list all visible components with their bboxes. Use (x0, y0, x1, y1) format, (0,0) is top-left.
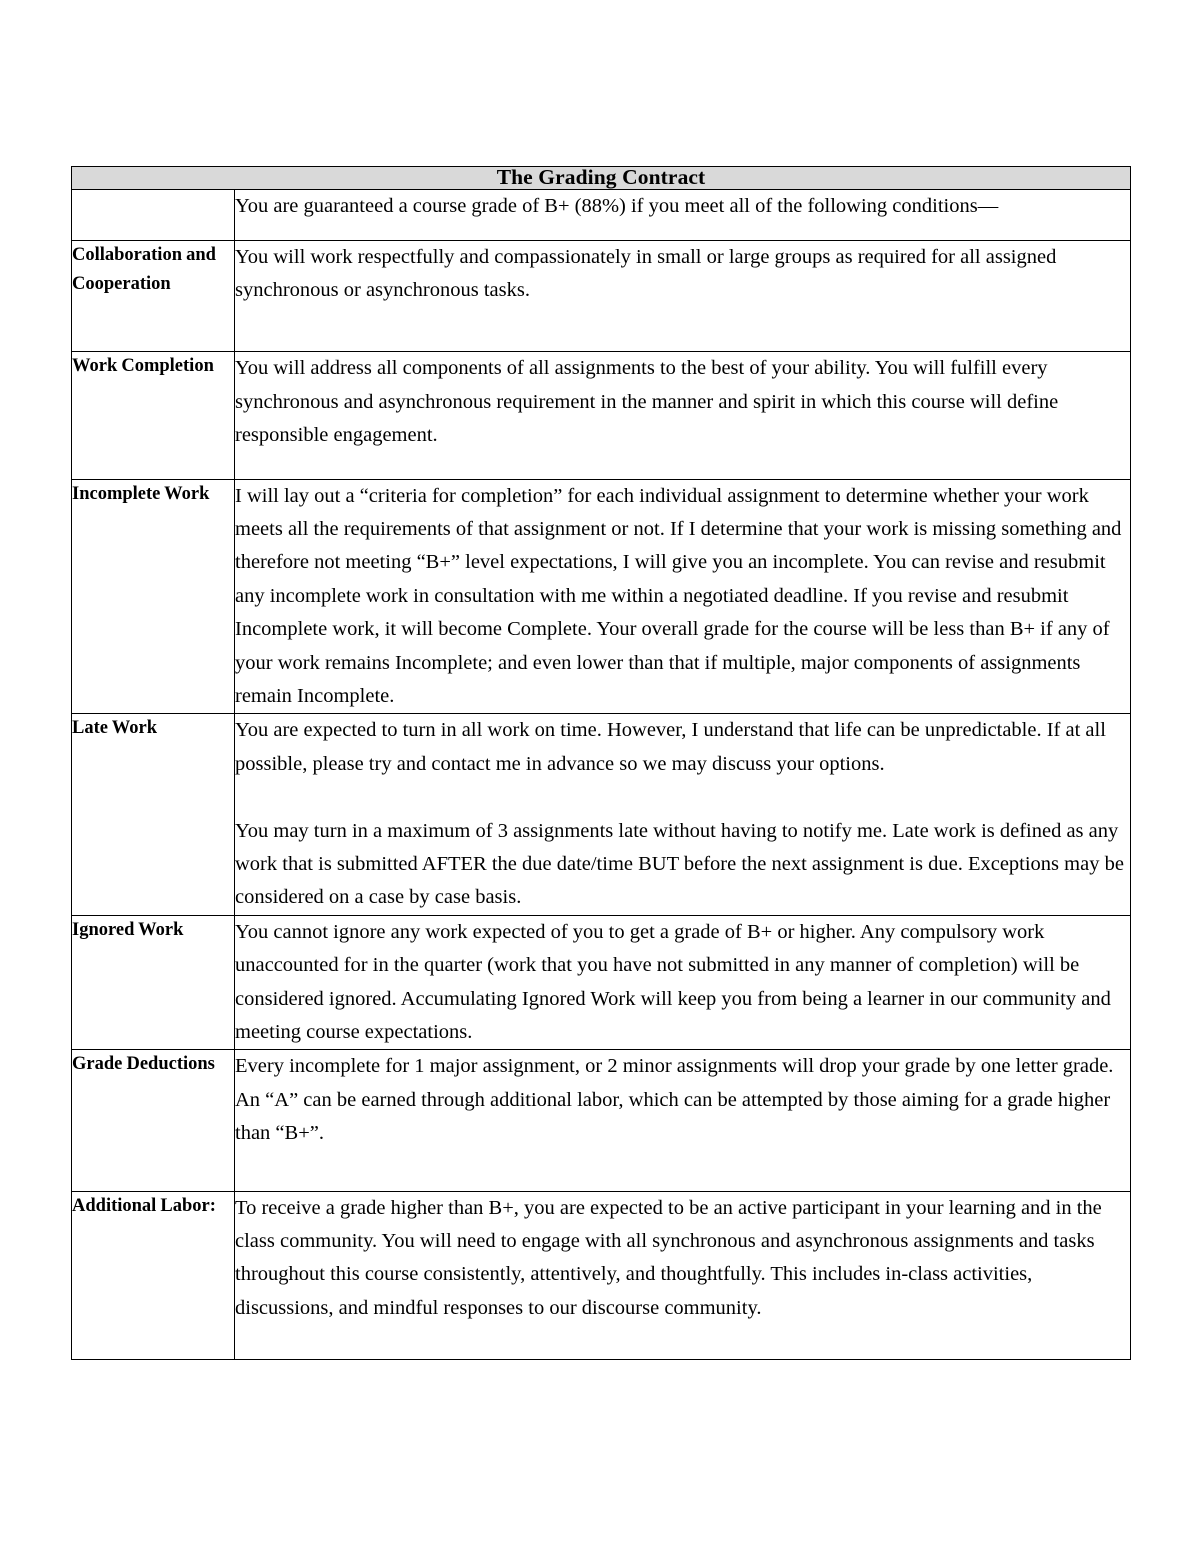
row-label-late-work: Late Work (72, 714, 235, 915)
row-body-collaboration-and-cooperation (235, 240, 1131, 352)
row-paragraph: You may turn in a maximum of 3 assignments late without having to notify me. Late work is defined as any work that is submitted AFTER the due date/time BUT before the next assignment is due. Exceptions may be considered on a case by case basis. (235, 819, 1124, 909)
row-body-ignored-work (235, 915, 1131, 1050)
grading-contract-table (71, 166, 1131, 1360)
row-body-intro (235, 189, 1131, 240)
table-row-work-completion (72, 352, 1131, 479)
row-paragraph: I will lay out a “criteria for completion” for each individual assignment to determine whether your work meets all the requirements of that assignment or not. If I determine that your work is missing something and therefore not meeting “B+” level expectations, I will give you an incomplete. You can revise and resubmit any incomplete work in consultation with me within a negotiated deadline. If you revise and resubmit Incomplete work, it will become Complete. Your overall grade for the course will be less than B+ if any of your work remains Incomplete; and even lower than that if multiple, major components of assignments remain Incomplete. (235, 484, 1122, 707)
table-row-grade-deductions (72, 1050, 1131, 1191)
page-title: The Grading Contract (72, 167, 1131, 190)
row-body-work-completion (235, 352, 1131, 479)
row-paragraph: You will work respectfully and compassionately in small or large groups as required for all assigned synchronous or asynchronous tasks. (235, 245, 1057, 301)
row-paragraph: You will address all components of all assignments to the best of your ability. You will fulfill every synchronous and asynchronous requirement in the manner and spirit in which this course will define responsible engagement. (235, 357, 1059, 447)
row-body-late-work (235, 714, 1131, 915)
row-label-additional-labor: Additional Labor: (72, 1191, 235, 1360)
row-label-work-completion: Work Completion (72, 352, 235, 479)
row-label-ignored-work: Ignored Work (72, 915, 235, 1050)
table-row-intro (72, 189, 1131, 240)
row-label-intro (72, 189, 235, 240)
table-row-ignored-work (72, 915, 1131, 1050)
row-paragraph: Every incomplete for 1 major assignment, or 2 minor assignments will drop your grade by one letter grade. An “A” can be earned through additional labor, which can be attempted by those aiming for a grade higher than “B+”. (235, 1055, 1114, 1145)
table-row-additional-labor (72, 1191, 1131, 1360)
row-label-collaboration-and-cooperation: Collaboration and Cooperation (72, 240, 235, 352)
row-paragraph: You are expected to turn in all work on time. However, I understand that life can be unpredictable. If at all possible, please try and contact me in advance so we may discuss your options. (235, 719, 1106, 775)
table-row-incomplete-work (72, 479, 1131, 714)
row-body-incomplete-work (235, 479, 1131, 714)
table-row-title (72, 167, 1131, 190)
row-body-grade-deductions (235, 1050, 1131, 1191)
row-paragraph: You cannot ignore any work expected of you to get a grade of B+ or higher. Any compulsory work unaccounted for in the quarter (work that you have not submitted in any manner of completion) will be considered ignored. Accumulating Ignored Work will keep you from being a learner in our community and meeting course expectations. (235, 920, 1111, 1044)
row-body-additional-labor (235, 1191, 1131, 1360)
row-label-grade-deductions: Grade Deductions (72, 1050, 235, 1191)
row-label-incomplete-work: Incomplete Work (72, 479, 235, 714)
row-paragraph: You are guaranteed a course grade of B+ (88%) if you meet all of the following conditions— (235, 194, 999, 217)
table-row-late-work (72, 714, 1131, 915)
row-paragraph: To receive a grade higher than B+, you are expected to be an active participant in your learning and in the class community. You will need to engage with all synchronous and asynchronous assignments and tasks throughout this course consistently, attentively, and thoughtfully. This includes in-class activities, discussions, and mindful responses to our discourse community. (235, 1196, 1102, 1319)
table-row-collaboration-and-cooperation (72, 240, 1131, 352)
